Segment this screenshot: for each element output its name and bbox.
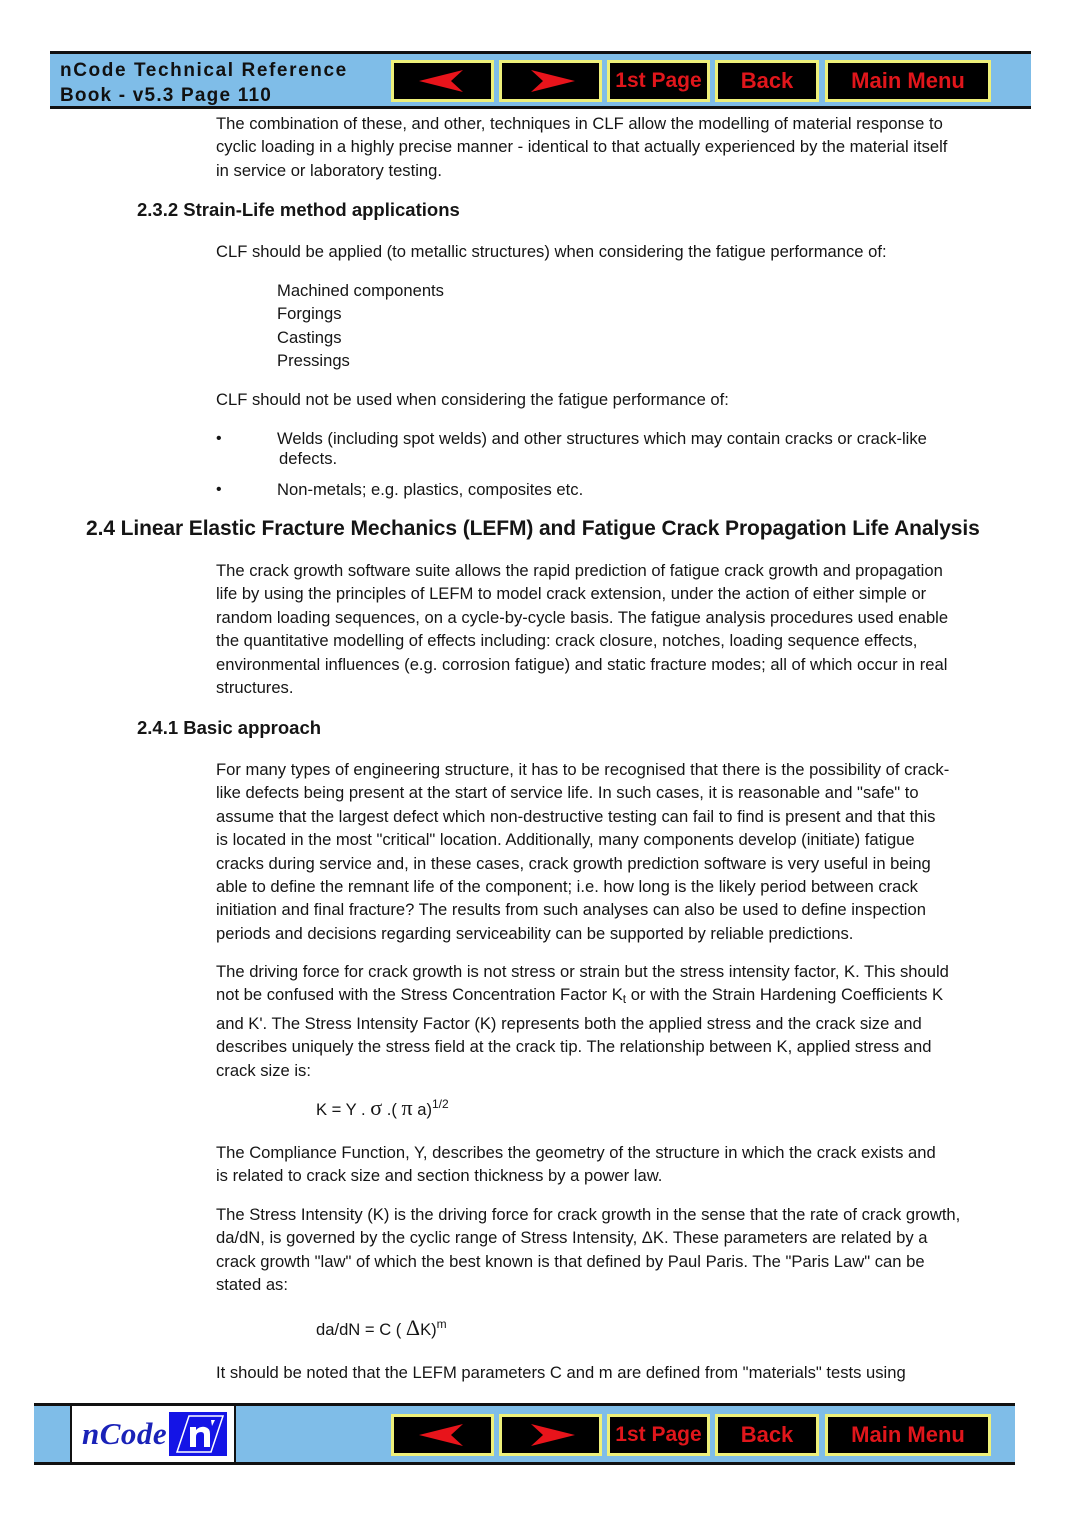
text-line: crack size is: [216,1060,311,1080]
text-line: The crack growth software suite allows the rapid prediction of fatigue crack growth and propagation [216,561,943,580]
lefm-paragraph [216,559,1016,699]
main-menu-button[interactable]: Main Menu [825,1414,991,1456]
text-line: describes uniquely the stress field at the crack tip. The relationship between K, applied stress and [216,1037,932,1057]
text-line: cyclic loading in a highly precise manner - identical to that actually experienced by the material itself [216,137,948,157]
text-line: crack growth "law" of which the best known is that defined by Paul Paris. The "Paris Law" can be [216,1251,925,1271]
pi-symbol: π [401,1095,413,1120]
right-arrow-icon [525,69,577,93]
text-line: in service or laboratory testing. [216,160,442,180]
text-line: and K'. The Stress Intensity Factor (K) represents both the applied stress and the crack size and [216,1013,922,1033]
next-page-button[interactable] [499,1414,602,1456]
previous-page-button[interactable] [391,1414,494,1456]
sigma-symbol: σ [370,1095,383,1120]
document-title [60,58,348,108]
text-line: is located in the most "critical" location. Additionally, many components develop (initiate) fatigue [216,830,915,850]
list-item: Forgings [277,304,342,324]
text-line: like defects being present at the start of service life. In such cases, it is reasonable and "safe" to [216,783,919,803]
formula-text: da/dN = C ( [316,1320,406,1339]
heading-2-3-2: 2.3.2 Strain-Life method applications [137,199,460,220]
delta-symbol: Δ [405,1315,421,1340]
left-arrow-icon [417,69,469,93]
paris-law-formula [316,1315,447,1341]
heading-2-4-1: 2.4.1 Basic approach [137,717,322,738]
first-page-button[interactable]: 1st Page [607,60,710,102]
text-line: Welds (including spot welds) and other structures which may contain cracks or crack-like [277,429,927,448]
text-line: For many types of engineering structure, it has to be recognised that there is the possibility of crack- [216,760,950,779]
footer-nav-bar [34,1403,1015,1465]
text-line: The combination of these, and other, techniques in CLF allow the modelling of material response to [216,114,943,133]
text-line: periods and decisions regarding serviceability can be supported by reliable predictions. [216,923,854,943]
list-item: Pressings [277,351,350,371]
not-used-intro: CLF should not be used when considering the fatigue performance of: [216,390,729,409]
text-span: or with the Strain Hardening Coefficients K [626,985,944,1005]
stress-intensity-formula [316,1095,449,1121]
formula-text: K = Y . [316,1100,371,1119]
title-line-2: Book - v5.3 Page 110 [60,85,272,106]
logo-text: nCode [82,1416,168,1451]
text-line: stated as: [216,1275,288,1295]
lefm-parameters-paragraph: It should be noted that the LEFM parameters C and m are defined from "materials" tests using [216,1363,906,1382]
right-arrow-icon [525,1423,577,1447]
text-line: The driving force for crack growth is not stress or strain but the stress intensity factor, K. This should [216,962,949,981]
text-line: The Stress Intensity (K) is the driving force for crack growth in the sense that the rate of crack growth, [216,1205,961,1224]
text-line: the quantitative modelling of effects including: crack closure, notches, loading sequence effects, [216,631,918,651]
text-line: random loading sequences, on a cycle-by-cycle basis. The fatigue analysis procedures used enable [216,607,949,627]
back-button[interactable]: Back [715,60,819,102]
applied-list [277,279,444,373]
bullet-icon: • [216,430,222,447]
formula-text: .( [382,1100,402,1119]
back-button[interactable]: Back [715,1414,819,1456]
formula-text: a) [412,1100,432,1119]
formula-text: K) [420,1320,437,1339]
text-line: da/dN, is governed by the cyclic range of Stress Intensity, ΔK. These parameters are related by a [216,1228,928,1248]
header-nav-bar [50,51,1031,109]
list-item: Machined components [277,281,444,300]
exponent: 1/2 [431,1097,449,1111]
first-page-button[interactable]: 1st Page [607,1414,710,1456]
ncode-logo [70,1406,236,1462]
list-item: Non-metals; e.g. plastics, composites etc. [277,480,584,499]
exponent: m [436,1317,447,1331]
heading-2-4: 2.4 Linear Elastic Fracture Mechanics (LEFM) and Fatigue Crack Propagation Life Analysis [86,517,980,540]
list-item: Castings [277,327,342,347]
text-line: The Compliance Function, Y, describes the geometry of the structure in which the crack exists and [216,1143,936,1162]
previous-page-button[interactable] [391,60,494,102]
applied-intro: CLF should be applied (to metallic structures) when considering the fatigue performance of: [216,242,887,261]
text-span: not be confused with the Stress Concentration Factor K [216,985,623,1005]
left-arrow-icon [417,1423,469,1447]
intro-paragraph [216,112,1016,182]
title-line-1: nCode Technical Reference [60,60,348,81]
basic-approach-paragraph-1 [216,758,1016,945]
text-line: is related to crack size and section thickness by a power law. [216,1166,663,1186]
text-line: initiation and final fracture? The results from such analyses can also be used to define inspection [216,900,926,920]
text-line: environmental influences (e.g. corrosion fatigue) and static fracture modes; all of which occur in real [216,654,948,674]
next-page-button[interactable] [499,60,602,102]
subscript: t [622,992,627,1007]
text-line: assume that the largest defect which non-destructive testing can fail to find is present and that this [216,806,936,826]
main-menu-button[interactable]: Main Menu [825,60,991,102]
text-line: defects. [279,449,338,468]
text-line [216,983,1016,1011]
bullet-icon: • [216,481,222,498]
list-item [277,429,1017,469]
basic-approach-paragraph-2 [216,960,1016,1082]
text-line: life by using the principles of LEFM to model crack extension, under the action of either simple or [216,584,927,604]
text-line: able to define the remnant life of the component; i.e. how long is the likely period between crack [216,877,918,897]
text-line: cracks during service and, in these cases, crack growth prediction software is very useful in being [216,853,931,873]
text-line: structures. [216,678,294,698]
stress-intensity-paragraph [216,1203,1016,1297]
compliance-paragraph [216,1141,1016,1188]
ncode-n-logo-icon [169,1412,227,1456]
